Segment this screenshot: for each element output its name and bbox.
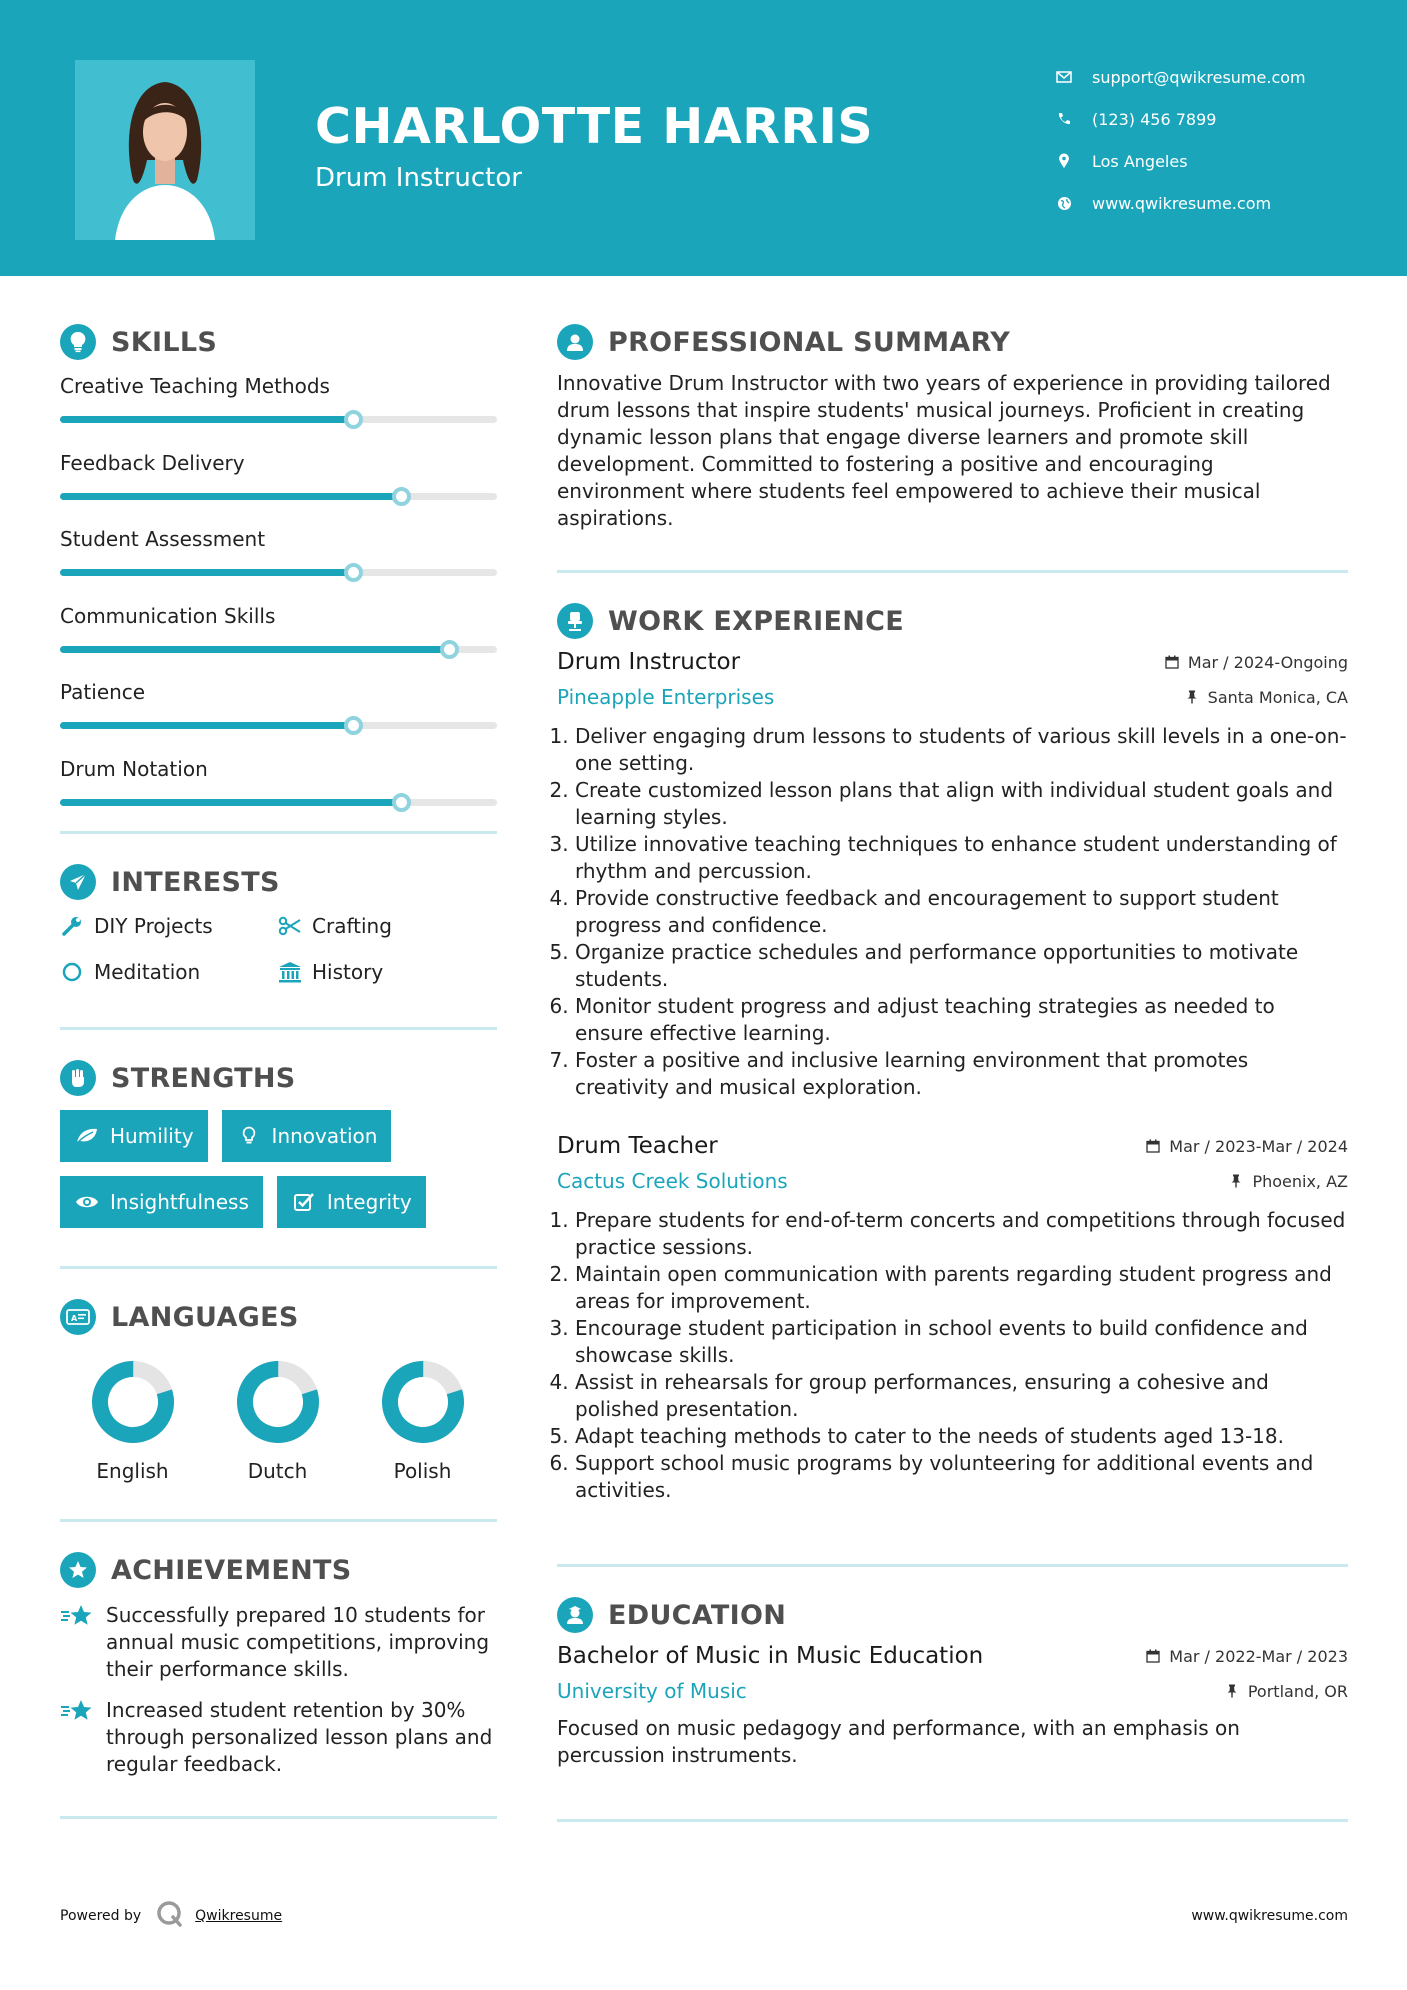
duty-item: 2. Create customized lesson plans that align with individual student goals and learning styles.	[575, 777, 1348, 831]
contact-location-text: Los Angeles	[1092, 151, 1188, 171]
page-footer	[60, 1896, 1348, 1936]
contact-list	[1055, 56, 1306, 224]
powered-by-text: Powered by	[60, 1908, 142, 1924]
candidate-title: Drum Instructor	[315, 163, 522, 193]
duty-item: 3. Encourage student participation in school events to build confidence and showcase skills.	[575, 1315, 1348, 1369]
strengths-heading	[60, 1054, 497, 1102]
donut-fill	[91, 1360, 174, 1443]
right-column	[557, 318, 1348, 1822]
skill-bar-knob	[344, 563, 363, 582]
strengths-list	[60, 1102, 497, 1228]
paper-plane-icon	[60, 864, 96, 900]
skill-item	[60, 602, 497, 679]
powered-by	[60, 1899, 282, 1933]
skill-bar	[60, 569, 497, 576]
language-donut	[88, 1357, 178, 1447]
lightbulb-icon	[236, 1126, 262, 1146]
duty-item: 2. Maintain open communication with parents regarding student progress and areas for improvement.	[575, 1261, 1348, 1315]
skill-label: Feedback Delivery	[60, 450, 245, 475]
job-title: Drum Instructor	[557, 649, 741, 675]
donut-fill	[381, 1360, 464, 1443]
user-icon	[557, 324, 593, 360]
envelope-icon	[1055, 68, 1073, 86]
footer-website[interactable]: www.qwikresume.com	[1191, 1908, 1348, 1924]
skill-item	[60, 372, 497, 449]
interest-label: History	[312, 960, 384, 984]
achievement-text: Successfully prepared 10 students for annual music competitions, improving their performance skills.	[106, 1603, 490, 1681]
work-heading	[557, 597, 1348, 645]
job-header-row	[557, 649, 1348, 675]
duty-item: 4. Provide constructive feedback and encouragement to support student progress and confidence.	[575, 885, 1348, 939]
skill-item	[60, 449, 497, 526]
contact-website[interactable]	[1055, 182, 1306, 224]
interest-item	[278, 960, 496, 984]
education-location-text: Portland, OR	[1247, 1681, 1348, 1701]
duty-item: 5. Adapt teaching methods to cater to the needs of students aged 13-18.	[575, 1423, 1348, 1450]
interest-item	[278, 914, 496, 938]
strength-label: Integrity	[326, 1190, 412, 1214]
education-location	[1224, 1682, 1348, 1701]
skill-bar	[60, 493, 497, 500]
raised-fist-icon	[60, 1060, 96, 1096]
skill-bar-fill	[60, 799, 401, 806]
education-heading	[557, 1591, 1348, 1639]
language-label: Polish	[393, 1459, 452, 1483]
check-square-icon	[291, 1192, 317, 1212]
eye-icon	[74, 1192, 100, 1212]
job-subheader-row	[557, 1169, 1348, 1193]
job-location-text: Phoenix, AZ	[1252, 1171, 1348, 1191]
duty-item: 7. Foster a positive and inclusive learning environment that promotes creativity and musical exploration.	[575, 1047, 1348, 1101]
leaf-icon	[74, 1126, 100, 1146]
calendar-icon	[1145, 1138, 1161, 1154]
circle-icon	[60, 960, 84, 984]
section-divider	[557, 570, 1348, 573]
strength-tag	[60, 1110, 208, 1162]
strength-label: Innovation	[271, 1124, 378, 1148]
language-label: English	[96, 1459, 169, 1483]
graduate-icon	[557, 1597, 593, 1633]
duty-item: 3. Utilize innovative teaching techniques to enhance student understanding of rhythm and percussion.	[575, 831, 1348, 885]
section-divider	[557, 1819, 1348, 1822]
job-duties	[557, 1207, 1348, 1504]
summary-heading	[557, 318, 1348, 366]
calendar-icon	[1164, 654, 1180, 670]
left-column	[60, 318, 497, 1819]
contact-email-text: support@qwikresume.com	[1092, 67, 1306, 87]
interest-label: DIY Projects	[94, 914, 213, 938]
duty-item: 6. Monitor student progress and adjust teaching strategies as needed to ensure effective learning.	[575, 993, 1348, 1047]
interest-label: Crafting	[312, 914, 392, 938]
donut-fill	[236, 1360, 319, 1443]
degree-title: Bachelor of Music in Music Education	[557, 1643, 984, 1669]
skills-title: SKILLS	[111, 326, 218, 358]
skill-label: Student Assessment	[60, 527, 266, 551]
job-subheader-row	[557, 685, 1348, 709]
skill-bar	[60, 722, 497, 729]
contact-website-text: www.qwikresume.com	[1092, 193, 1272, 213]
map-pin-icon	[1055, 152, 1073, 170]
skill-bar-fill	[60, 493, 401, 500]
skill-bar	[60, 799, 497, 806]
language-item	[205, 1357, 350, 1483]
achievement-item	[60, 1594, 497, 1683]
museum-icon	[278, 960, 302, 984]
education-date	[1145, 1647, 1348, 1666]
skill-label: Creative Teaching Methods	[60, 374, 330, 398]
work-title: WORK EXPERIENCE	[608, 605, 904, 637]
job-location	[1228, 1172, 1348, 1191]
strength-tag	[277, 1176, 426, 1228]
skill-bar-fill	[60, 722, 353, 729]
section-divider	[60, 1519, 497, 1522]
education-subheader-row	[557, 1679, 1348, 1703]
skills-heading	[60, 318, 497, 366]
achievement-text: Increased student retention by 30% through personalized lesson plans and regular feedback.	[106, 1698, 493, 1776]
skill-bar-fill	[60, 646, 449, 653]
duty-item: 4. Assist in rehearsals for group performances, ensuring a cohesive and polished presentation.	[575, 1369, 1348, 1423]
scissors-icon	[278, 914, 302, 938]
skill-item	[60, 525, 497, 602]
phone-icon	[1055, 110, 1073, 128]
language-donut	[233, 1357, 323, 1447]
section-divider	[60, 1816, 497, 1819]
contact-email[interactable]	[1055, 56, 1306, 98]
skill-bar-knob	[344, 410, 363, 429]
contact-location	[1055, 140, 1306, 182]
skill-bar-fill	[60, 416, 353, 423]
school-name: University of Music	[557, 1679, 747, 1703]
qwikresume-link[interactable]: Qwikresume	[195, 1908, 283, 1924]
pushpin-icon	[1184, 689, 1200, 705]
duty-item: 1. Deliver engaging drum lessons to students of various skill levels in a one-on-one setting.	[575, 723, 1348, 777]
language-icon	[60, 1299, 96, 1335]
summary-text: Innovative Drum Instructor with two years of experience in providing tailored drum lessons that inspire students' musical journeys. Proficient in creating dynamic lesson plans that engage diverse learners and promote skill development. Committed to fostering a positive and encouraging environment where students feel empowered to achieve their musical aspirations.	[557, 371, 1331, 530]
skill-item	[60, 678, 497, 755]
skill-label: Patience	[60, 680, 146, 704]
skill-bar-knob	[392, 793, 411, 812]
candidate-name: CHARLOTTE HARRIS	[315, 98, 874, 155]
languages-title: LANGUAGES	[111, 1301, 299, 1333]
star-icon	[60, 1697, 94, 1727]
job-location-text: Santa Monica, CA	[1207, 687, 1348, 707]
duty-item: 6. Support school music programs by volunteering for additional events and activities.	[575, 1450, 1348, 1504]
pushpin-icon	[1224, 1683, 1240, 1699]
job-title: Drum Teacher	[557, 1133, 718, 1159]
lightbulb-icon	[60, 324, 96, 360]
summary-title: PROFESSIONAL SUMMARY	[608, 326, 1011, 358]
job-company: Pineapple Enterprises	[557, 685, 775, 709]
language-donut	[378, 1357, 468, 1447]
interest-item	[60, 914, 278, 938]
education-date-text: Mar / 2022-Mar / 2023	[1169, 1646, 1348, 1666]
job-date	[1145, 1137, 1348, 1156]
interest-item	[60, 960, 278, 984]
star-badge-icon	[60, 1552, 96, 1588]
job-company: Cactus Creek Solutions	[557, 1169, 788, 1193]
job-header-row	[557, 1133, 1348, 1159]
strengths-title: STRENGTHS	[111, 1062, 296, 1094]
skill-bar	[60, 416, 497, 423]
skill-label: Communication Skills	[60, 603, 276, 628]
achievement-item	[60, 1683, 497, 1778]
resume-header	[0, 0, 1407, 276]
duty-item: 1. Prepare students for end-of-term concerts and competitions through focused practice sessions.	[575, 1207, 1348, 1261]
section-divider	[557, 1564, 1348, 1567]
pushpin-icon	[1228, 1173, 1244, 1189]
job-date	[1164, 653, 1348, 672]
skill-label: Drum Notation	[60, 756, 208, 781]
wrench-icon	[60, 914, 84, 938]
skill-bar-knob	[440, 640, 459, 659]
skill-bar-knob	[344, 716, 363, 735]
profile-photo	[75, 60, 255, 240]
language-item	[350, 1357, 495, 1483]
language-item	[60, 1357, 205, 1483]
svg-text:A: A	[71, 1314, 78, 1323]
skill-bar-knob	[392, 487, 411, 506]
globe-icon	[1055, 194, 1073, 212]
languages-heading	[60, 1293, 497, 1341]
achievements-heading	[60, 1546, 497, 1594]
section-divider	[60, 1266, 497, 1269]
section-divider	[60, 831, 497, 834]
job-entry	[557, 649, 1348, 1101]
skill-item	[60, 755, 497, 832]
job-location	[1184, 688, 1348, 707]
education-description: Focused on music pedagogy and performance, with an emphasis on percussion instruments.	[557, 1716, 1240, 1767]
strength-label: Insightfulness	[110, 1190, 249, 1214]
job-duties	[557, 723, 1348, 1101]
duty-item: 5. Organize practice schedules and performance opportunities to motivate students.	[575, 939, 1348, 993]
contact-phone-text: (123) 456 7899	[1092, 109, 1217, 129]
strength-tag	[60, 1176, 263, 1228]
education-header-row	[557, 1643, 1348, 1669]
office-chair-icon	[557, 603, 593, 639]
achievements-title: ACHIEVEMENTS	[111, 1554, 352, 1586]
qwikresume-logo-icon	[155, 1899, 185, 1933]
job-date-text: Mar / 2024-Ongoing	[1187, 652, 1348, 672]
interests-heading	[60, 858, 497, 906]
skills-list	[60, 372, 497, 831]
education-title: EDUCATION	[608, 1599, 787, 1631]
star-icon	[60, 1602, 94, 1632]
interest-label: Meditation	[94, 960, 201, 984]
interests-title: INTERESTS	[111, 866, 280, 898]
interests-list	[60, 906, 497, 984]
strength-label: Humility	[110, 1124, 194, 1148]
job-entry	[557, 1133, 1348, 1504]
skill-bar-fill	[60, 569, 353, 576]
strength-tag	[222, 1110, 392, 1162]
job-date-text: Mar / 2023-Mar / 2024	[1169, 1136, 1348, 1156]
languages-list	[60, 1341, 497, 1483]
language-label: Dutch	[247, 1459, 308, 1483]
skill-bar	[60, 646, 497, 653]
calendar-icon	[1145, 1648, 1161, 1664]
contact-phone[interactable]	[1055, 98, 1306, 140]
section-divider	[60, 1027, 497, 1030]
